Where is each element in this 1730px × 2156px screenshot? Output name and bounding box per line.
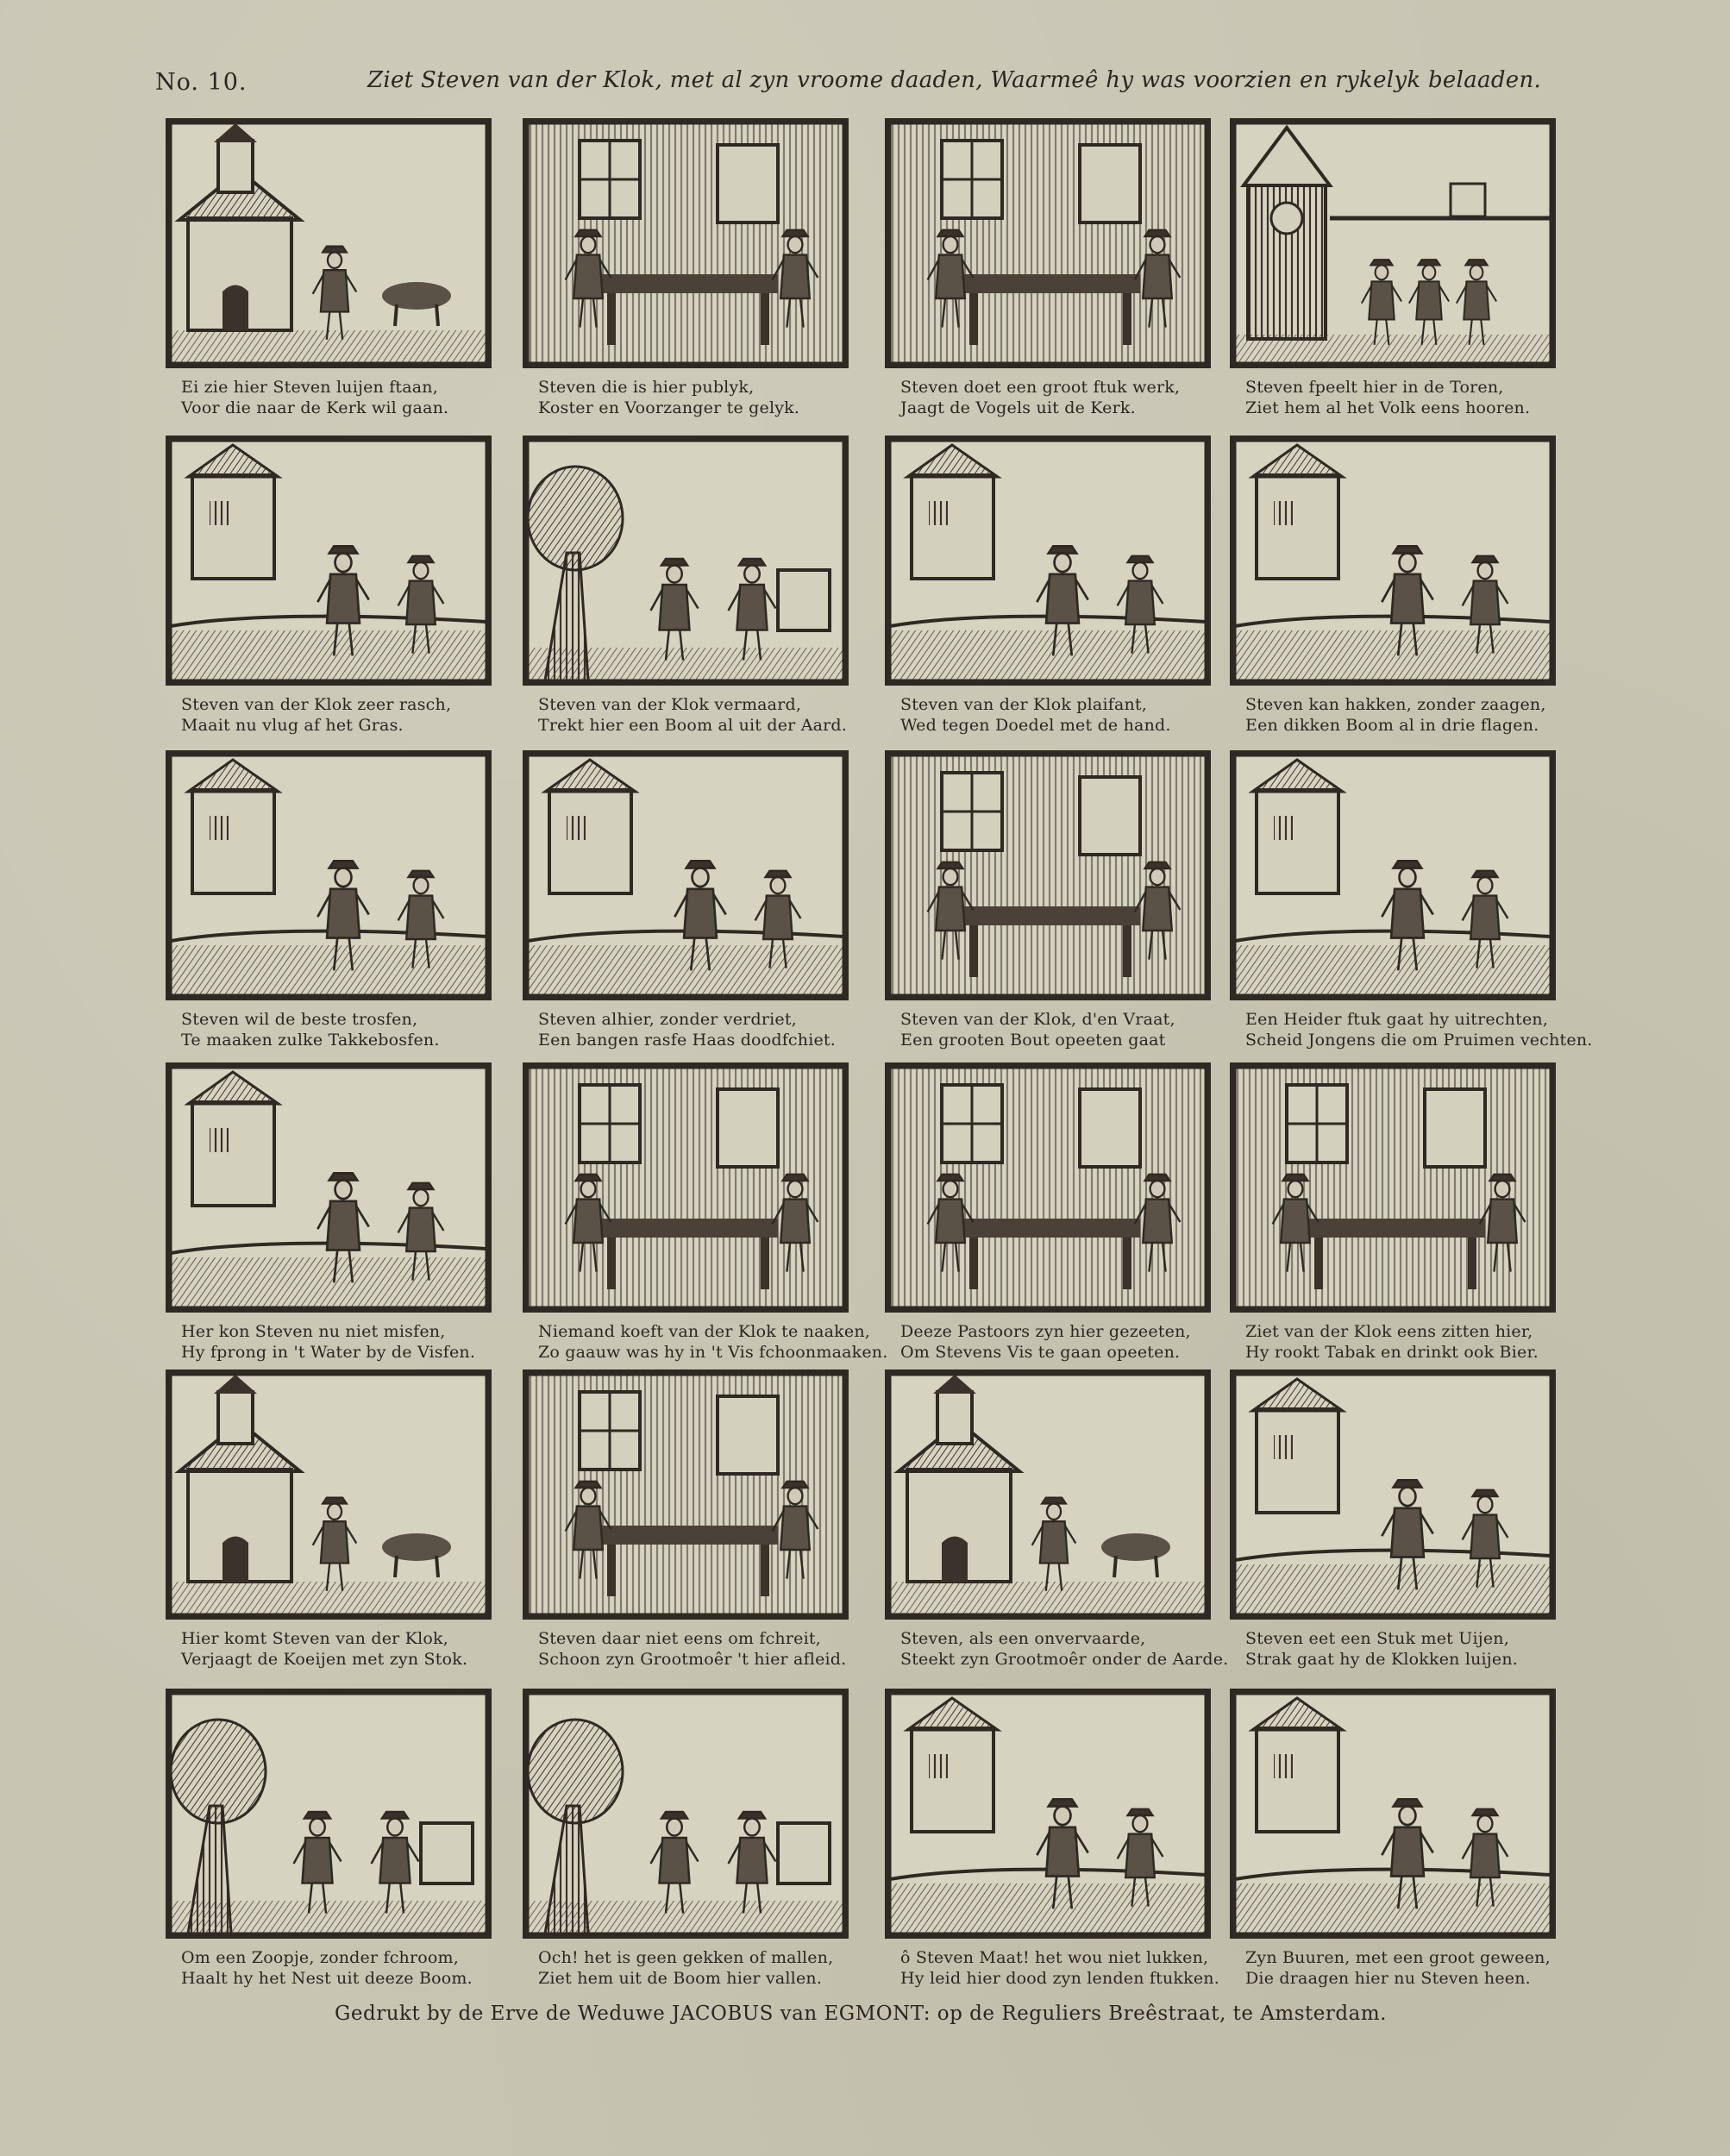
caption-line-1: Steven alhier, zonder verdriet, (538, 1010, 797, 1029)
caption-line-2: Een dikken Boom al in drie flagen. (1245, 716, 1539, 735)
caption-line-1: Steven die is hier publyk, (538, 378, 755, 397)
caption-line-2: Hy leid hier dood zyn lenden ftukken. (900, 1969, 1219, 1988)
caption-line-1: Och! het is geen gekken of mallen, (538, 1948, 834, 1967)
caption-line-1: ô Steven Maat! het wou niet lukken, (900, 1948, 1209, 1967)
caption-line-2: Een bangen rasfe Haas doodfchiet. (538, 1031, 837, 1050)
panel-caption (538, 377, 799, 418)
panel-caption (181, 1009, 440, 1050)
caption-line-2: Voor die naar de Kerk wil gaan. (181, 398, 449, 417)
caption-line-2: Maait nu vlug af het Gras. (181, 716, 404, 735)
woodcut-illustration (166, 750, 492, 1000)
woodcut-illustration (885, 750, 1211, 1000)
panel-caption (181, 1947, 473, 1989)
panel-caption (538, 1628, 846, 1670)
panel-caption (1245, 694, 1546, 736)
woodcut-illustration (885, 1369, 1211, 1620)
panel-caption (538, 1009, 836, 1050)
woodcut-illustration (166, 118, 492, 368)
woodcut-illustration (523, 1062, 849, 1313)
caption-line-1: Steven, als een onvervaarde, (900, 1629, 1146, 1648)
caption-line-2: Trekt hier een Boom al uit der Aard. (538, 716, 848, 735)
woodcut-illustration (1230, 1689, 1556, 1939)
caption-line-2: Te maaken zulke Takkebosfen. (181, 1031, 440, 1050)
woodcut-illustration (166, 1062, 492, 1313)
caption-line-1: Niemand koeft van der Klok te naaken, (538, 1322, 871, 1341)
caption-line-2: Hy rookt Tabak en drinkt ook Bier. (1245, 1343, 1539, 1362)
woodcut-illustration (1230, 1369, 1556, 1620)
panel-caption (1245, 1009, 1593, 1050)
panel-caption (900, 377, 1180, 418)
caption-line-1: Zyn Buuren, met een groot geween, (1245, 1948, 1551, 1967)
caption-line-1: Om een Zoopje, zonder fchroom, (181, 1948, 459, 1967)
caption-line-2: Verjaagt de Koeijen met zyn Stok. (181, 1650, 468, 1669)
woodcut-illustration (1230, 1062, 1556, 1313)
caption-line-2: Zo gaauw was hy in 't Vis fchoonmaaken. (538, 1343, 888, 1362)
woodcut-illustration (885, 1689, 1211, 1939)
panel-caption (538, 1947, 833, 1989)
sheet-title: Ziet Steven van der Klok, met al zyn vroome daaden, Waarmeê hy was voorzien en rykelyk belaaden. (367, 67, 1542, 93)
caption-line-1: Steven van der Klok, d'en Vraat, (900, 1010, 1175, 1029)
woodcut-illustration (523, 118, 849, 368)
caption-line-2: Haalt hy het Nest uit deeze Boom. (181, 1969, 473, 1988)
caption-line-2: Steekt zyn Grootmoêr onder de Aarde. (900, 1650, 1229, 1669)
woodcut-illustration (166, 1689, 492, 1939)
caption-line-2: Schoon zyn Grootmoêr 't hier afleid. (538, 1650, 847, 1669)
woodcut-illustration (523, 1689, 849, 1939)
panel-caption (1245, 1628, 1518, 1670)
panel-caption (181, 694, 451, 736)
caption-line-1: Steven wil de beste trosfen, (181, 1010, 418, 1029)
caption-line-1: Ei zie hier Steven luijen ftaan, (181, 378, 438, 397)
woodcut-illustration (166, 1369, 492, 1620)
caption-line-1: Steven van der Klok zeer rasch, (181, 695, 452, 714)
panel-caption (1245, 1321, 1539, 1363)
caption-line-1: Steven fpeelt hier in de Toren, (1245, 378, 1504, 397)
woodcut-illustration (523, 1369, 849, 1620)
caption-line-2: Wed tegen Doedel met de hand. (900, 716, 1171, 735)
panel-caption (1245, 377, 1530, 418)
caption-line-2: Jaagt de Vogels uit de Kerk. (900, 398, 1136, 417)
woodcut-illustration (1230, 750, 1556, 1000)
caption-line-1: Her kon Steven nu niet misfen, (181, 1322, 446, 1341)
panel-caption (900, 1628, 1228, 1670)
caption-line-1: Steven van der Klok plaifant, (900, 695, 1147, 714)
caption-line-2: Om Stevens Vis te gaan opeeten. (900, 1343, 1181, 1362)
printer-imprint: Gedrukt by de Erve de Weduwe JACOBUS van EGMONT: op de Reguliers Breêstraat, te Amsterdam. (335, 2002, 1387, 2025)
caption-line-2: Ziet hem al het Volk eens hooren. (1245, 398, 1531, 417)
caption-line-2: Hy fprong in 't Water by de Visfen. (181, 1343, 476, 1362)
caption-line-1: Steven van der Klok vermaard, (538, 695, 802, 714)
caption-line-1: Steven kan hakken, zonder zaagen, (1245, 695, 1546, 714)
caption-line-1: Ziet van der Klok eens zitten hier, (1245, 1322, 1533, 1341)
woodcut-illustration (1230, 118, 1556, 368)
woodcut-illustration (885, 118, 1211, 368)
caption-line-1: Een Heider ftuk gaat hy uitrechten, (1245, 1010, 1549, 1029)
caption-line-2: Scheid Jongens die om Pruimen vechten. (1245, 1031, 1593, 1050)
caption-line-2: Een grooten Bout opeeten gaat (900, 1031, 1166, 1050)
caption-line-2: Strak gaat hy de Klokken luijen. (1245, 1650, 1519, 1669)
caption-line-1: Deeze Pastoors zyn hier gezeeten, (900, 1322, 1191, 1341)
caption-line-1: Steven daar niet eens om fchreit, (538, 1629, 821, 1648)
woodcut-illustration (1230, 436, 1556, 686)
panel-caption (1245, 1947, 1551, 1989)
sheet-number: No. 10. (155, 69, 248, 96)
panel-caption (538, 694, 847, 736)
panel-caption (181, 377, 448, 418)
woodcut-illustration (885, 436, 1211, 686)
woodcut-illustration (166, 436, 492, 686)
panel-caption (181, 1321, 475, 1363)
panel-caption (181, 1628, 467, 1670)
woodcut-illustration (885, 1062, 1211, 1313)
woodcut-illustration (523, 750, 849, 1000)
caption-line-2: Die draagen hier nu Steven heen. (1245, 1969, 1531, 1988)
caption-line-2: Ziet hem uit de Boom hier vallen. (538, 1969, 823, 1988)
panel-caption (900, 1009, 1175, 1050)
caption-line-1: Steven eet een Stuk met Uijen, (1245, 1629, 1509, 1648)
panel-caption (900, 694, 1171, 736)
panel-caption (900, 1947, 1219, 1989)
panel-caption (900, 1321, 1191, 1363)
caption-line-1: Hier komt Steven van der Klok, (181, 1629, 448, 1648)
panel-caption (538, 1321, 887, 1363)
woodcut-illustration (523, 436, 849, 686)
caption-line-2: Koster en Voorzanger te gelyk. (538, 398, 800, 417)
caption-line-1: Steven doet een groot ftuk werk, (900, 378, 1181, 397)
